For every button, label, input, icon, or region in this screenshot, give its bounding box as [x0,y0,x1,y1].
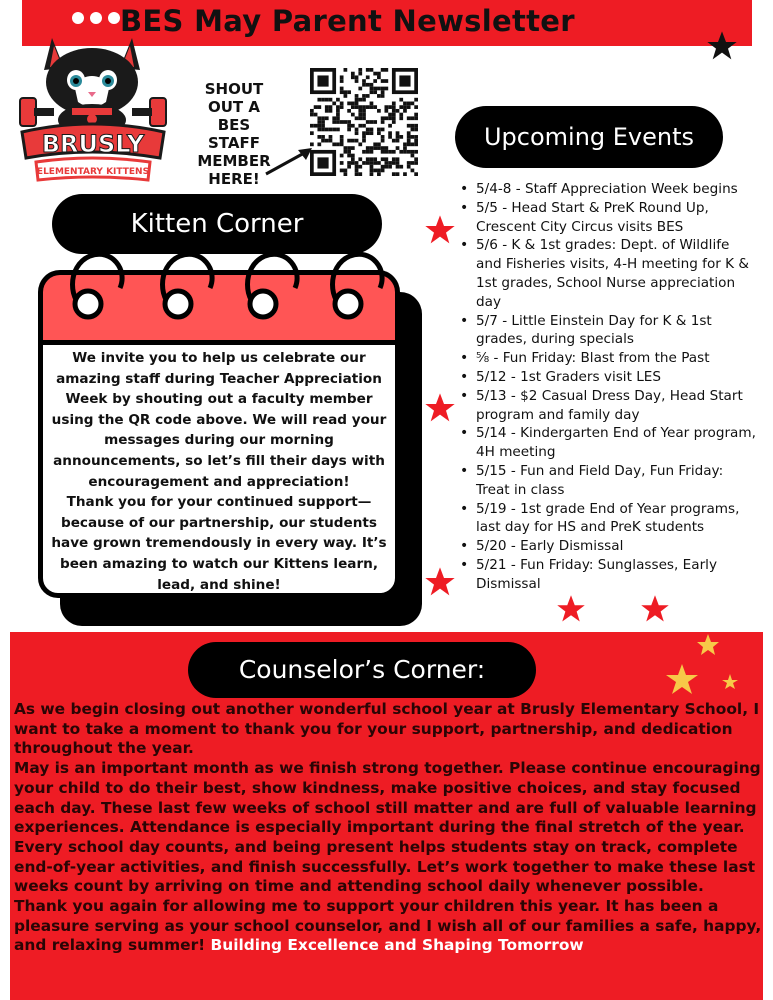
header-dots [72,12,120,24]
list-item: • 5/5 - Head Start & PreK Round Up, Crescent City Circus visits BES [458,199,758,237]
counselor-title: Counselor’s Corner: [188,642,536,698]
red-star-icon [424,566,456,598]
list-item: • 5/6 - K & 1st grades: Dept. of Wildlife and Fisheries visits, 4-H meeting for K & 1st grades, School Nurse appreciation day [458,236,758,311]
list-item: • 5/19 - 1st grade End of Year programs, last day for HS and PreK students [458,500,758,538]
list-item: • 5/15 - Fun and Field Day, Fun Friday: Treat in class [458,462,758,500]
gold-stars-icon [658,632,748,702]
events-title: Upcoming Events [455,106,723,168]
page-title: BES May Parent Newsletter [120,4,575,38]
logo-subtitle: ELEMENTARY KITTENS [36,167,150,177]
counselor-text: As we begin closing out another wonderful school year at Brusly Elementary School, I want to take a moment to thank you for your support, partnership, and dedication throughout the year. May is an important month as we finish strong together. Please continue encouraging your child to do their best, show kindness, make positive choices, and stay focused each day. These last few weeks of school still matter and are full of valuable learning experiences. Attendance is especially important during the final stretch of the year. Every school day counts, and being present helps students stay on track, complete end-of-year activities, and finish successfully. Let’s work together to make these last weeks count by arriving on time and attending school daily whenever possible. Thank you again for allowing me to support your children this year. It has been a pleasure serving as your school counselor, and I wish all of our families a safe, happy, and relaxing summer! Building Excellence and Shaping Tomorrow [14,700,762,955]
list-item: • ⅝ - Fun Friday: Blast from the Past [458,349,758,368]
red-star-icon [424,392,456,424]
qr-code[interactable] [310,68,418,176]
list-item: • 5/20 - Early Dismissal [458,537,758,556]
shoutout-text: SHOUT OUT A BES STAFF MEMBER HERE! [197,80,271,188]
kitten-corner-text: We invite you to help us celebrate our amazing staff during Teacher Appreciation Week by shouting out a faculty member using the QR code above. We will read your messages during our morning announcements, so let’s fill their days with encouragement and appreciation! Thank you for your continued support—because of our partnership, our students have grown tremendously in every way. It’s been amazing to watch our Kittens learn, lead, and shine! [51,350,387,593]
kitten-corner-title: Kitten Corner [52,194,382,254]
black-star-icon [706,30,738,62]
tagline: Building Excellence and Shaping Tomorrow [210,936,584,955]
list-item: • 5/12 - 1st Graders visit LES [458,368,758,387]
list-item: • 5/21 - Fun Friday: Sunglasses, Early Dismissal [458,556,758,594]
list-item: • 5/4-8 - Staff Appreciation Week begins [458,180,758,199]
logo-name: BRUSLY [41,130,145,158]
list-item: • 5/14 - Kindergarten End of Year program, 4H meeting [458,424,758,462]
list-item: • 5/7 - Little Einstein Day for K & 1st grades, during specials [458,312,758,350]
red-star-icon [640,594,670,624]
events-list [458,180,758,594]
red-star-icon [556,594,586,624]
calendar-rings-icon [38,240,400,330]
school-logo [14,24,172,194]
red-star-icon [424,214,456,246]
list-item: • 5/13 - $2 Casual Dress Day, Head Start program and family day [458,387,758,425]
